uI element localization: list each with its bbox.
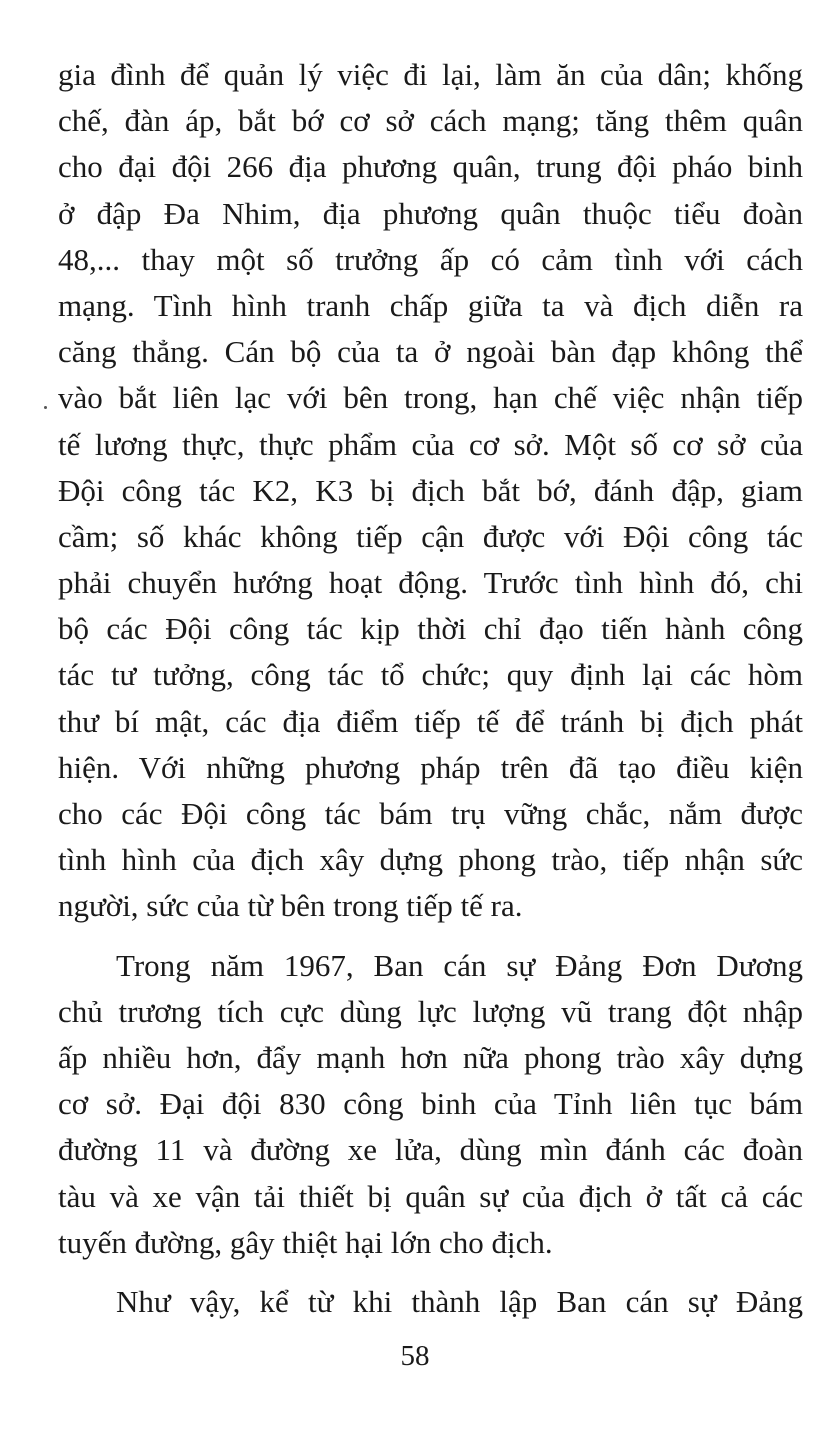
text-line: ở đập Đa Nhim, địa phương quân thuộc tiểu đoàn [58,195,803,231]
page-number: 58 [400,1340,430,1372]
text-line: tình hình của địch xây dựng phong trào, tiếp nhận sức [58,842,803,878]
text-line: cho các Đội công tác bám trụ vững chắc, nắm được [58,796,803,831]
text-line: hiện. Với những phương pháp trên đã tạo điều kiện [58,749,803,785]
text-line: tác tư tưởng, công tác tổ chức; quy định lại các hòm [58,657,803,693]
text-line: người, sức của từ bên trong tiếp tế ra. [58,888,523,924]
paragraph-1 [58,52,803,930]
paragraph-3 [58,1279,803,1325]
text-line: ấp nhiều hơn, đẩy mạnh hơn nữa phong trào xây dựng [58,1039,803,1075]
text-line: gia đình để quản lý việc đi lại, làm ăn của dân; khống [58,57,803,92]
margin-mark [44,406,47,409]
text-line: cơ sở. Đại đội 830 công binh của Tỉnh liên tục bám [58,1086,803,1122]
text-line: tuyến đường, gây thiệt hại lớn cho địch. [58,1224,553,1260]
text-line: Đội công tác K2, K3 bị địch bắt bớ, đánh đập, giam [58,472,803,508]
text-line: Như vậy, kể từ khi thành lập Ban cán sự Đảng [116,1283,803,1319]
text-line: tế lương thực, thực phẩm của cơ sở. Một số cơ sở của [58,426,803,462]
paragraph-2 [58,943,803,1266]
text-line: chế, đàn áp, bắt bớ cơ sở cách mạng; tăng thêm quân [58,103,803,139]
text-line: cầm; số khác không tiếp cận được với Đội công tác [58,518,803,554]
text-line: mạng. Tình hình tranh chấp giữa ta và địch diễn ra [58,287,803,323]
text-line: căng thẳng. Cán bộ của ta ở ngoài bàn đạp không thể [58,334,803,370]
body-text [58,52,803,1325]
text-line: Trong năm 1967, Ban cán sự Đảng Đơn Dương [116,947,803,983]
text-line: đường 11 và đường xe lửa, dùng mìn đánh các đoàn [58,1132,803,1168]
text-line: 48,... thay một số trưởng ấp có cảm tình với cách [58,241,803,277]
paragraph-spacer [58,930,803,943]
paragraph-spacer [58,1266,803,1279]
text-line: phải chuyển hướng hoạt động. Trước tình hình đó, chi [58,565,803,601]
text-line: vào bắt liên lạc với bên trong, hạn chế việc nhận tiếp [58,380,803,416]
text-line: bộ các Đội công tác kịp thời chỉ đạo tiến hành công [58,611,803,647]
text-line: tàu và xe vận tải thiết bị quân sự của địch ở tất cả các [58,1178,803,1214]
text-line: cho đại đội 266 địa phương quân, trung đội pháo binh [58,149,803,185]
text-line: chủ trương tích cực dùng lực lượng vũ trang đột nhập [58,993,803,1029]
text-line: thư bí mật, các địa điểm tiếp tế để tránh bị địch phát [58,703,803,739]
